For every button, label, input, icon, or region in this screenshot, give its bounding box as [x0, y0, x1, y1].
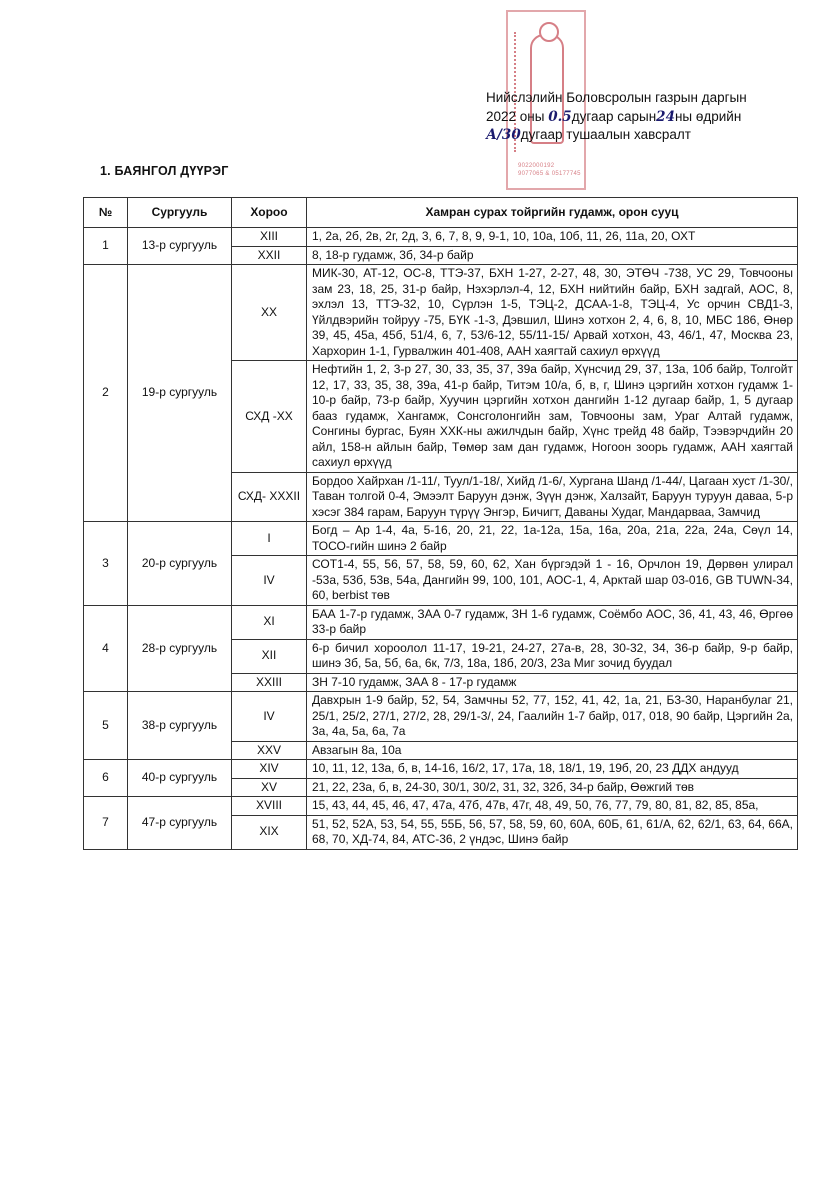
approval-line-3 [486, 126, 806, 145]
address-list: 21, 22, 23а, б, в, 24-30, 30/1, 30/2, 31, 32, 32б, 34-р байр, Өөжгий төв [307, 778, 798, 797]
table-row [84, 797, 798, 816]
school-number: 4 [84, 605, 128, 692]
khoroo: XI [232, 605, 307, 639]
stamp-number-2: 9077065 & 05177745 [518, 171, 581, 177]
khoroo: XII [232, 639, 307, 673]
school-district-table [83, 197, 798, 850]
table-row [84, 265, 798, 361]
school-name: 20-р сургууль [128, 522, 232, 606]
handwritten-month: 0.5 [548, 108, 572, 125]
khoroo: XXII [232, 246, 307, 265]
school-number: 6 [84, 760, 128, 797]
address-list: Авзагын 8а, 10а [307, 741, 798, 760]
address-list: 10, 11, 12, 13а, б, в, 14-16, 16/2, 17, 17а, 18, 18/1, 19, 19б, 20, 23 ДДХ андууд [307, 760, 798, 779]
approval-line-1: Нийслэлийн Боловсролын газрын даргын [486, 90, 747, 105]
khoroo: СХД- XXXII [232, 472, 307, 522]
district-heading: 1. БАЯНГОЛ ДҮҮРЭГ [100, 164, 229, 178]
table-row [84, 692, 798, 742]
khoroo: XX [232, 265, 307, 361]
header-school: Сургууль [128, 198, 232, 228]
school-name: 13-р сургууль [128, 228, 232, 265]
khoroo: XV [232, 778, 307, 797]
khoroo: XIII [232, 228, 307, 247]
khoroo: XIV [232, 760, 307, 779]
address-list: 6-р бичил хороолол 11-17, 19-21, 24-27, 27а-в, 28, 30-32, 34, 36-р байр, 9-р байр, шинэ 3б, 5а, 5б, 6а, 6к, 7/3, 18а, 18б, 20/3, 23а Миг зочид буудал [307, 639, 798, 673]
khoroo: IV [232, 692, 307, 742]
address-list: 51, 52, 52А, 53, 54, 55, 55Б, 56, 57, 58, 59, 60, 60А, 60Б, 61, 61/А, 62, 62/1, 63, 64, 66А, 68, 70, ХД-74, 84, АТС-36, 2 үндэс, Шинэ байр [307, 815, 798, 849]
table-header-row [84, 198, 798, 228]
address-list: 1, 2а, 2б, 2в, 2г, 2д, 3, 6, 7, 8, 9, 9-1, 10, 10а, 10б, 11, 26, 11а, 20, ОХТ [307, 228, 798, 247]
school-name: 28-р сургууль [128, 605, 232, 692]
approval-order-label: дугаар тушаалын хавсралт [520, 127, 691, 142]
khoroo: IV [232, 556, 307, 606]
address-list: БАА 1-7-р гудамж, ЗАА 0-7 гудамж, ЗН 1-6 гудамж, Соёмбо АОС, 36, 41, 43, 46, Өргөө 33-р байр [307, 605, 798, 639]
address-list: 15, 43, 44, 45, 46, 47, 47а, 47б, 47в, 47г, 48, 49, 50, 76, 77, 79, 80, 81, 82, 85, 85а, [307, 797, 798, 816]
school-name: 40-р сургууль [128, 760, 232, 797]
approval-month-label: дугаар сарын [571, 108, 657, 124]
table-row [84, 605, 798, 639]
khoroo: XXIII [232, 673, 307, 692]
table-row [84, 760, 798, 779]
khoroo: XVIII [232, 797, 307, 816]
address-list: 8, 18-р гудамж, 3б, 34-р байр [307, 246, 798, 265]
table-row [84, 228, 798, 247]
address-list: Давхрын 1-9 байр, 52, 54, Замчны 52, 77, 152, 41, 42, 1а, 21, Б3-30, Наранбулаг 21, 25/1, 25/2, 27/1, 27/2, 28, 29/1-3/, 24, Гаалийн 1-7 байр, 017, 018, 90 байр, Цэргийн 2а, 3а, 4а, 5а, 6а, 7а [307, 692, 798, 742]
address-list: МИК-30, АТ-12, ОС-8, ТТЭ-37, БХН 1-27, 2-27, 48, 30, ЭТӨЧ -738, УС 29, Товчооны зам 23, 18, 25, 31-р байр, Нэхэрлэл-4, 12, БХН нийтийн байр, БХН задгай, АОС, 8, эхлэл 13, ТТЭ-32, 10, Сүрлэн 1-5, ТЭЦ-2, ДСАА-1-8, ТЭЦ-4, Ус орчин СВД1-3, Үйлдвэрийн тойруу -75, БҮК -1-3, Дэвшил, Шинэ хотхон 2, 4, 6, 8, 10, МБС 186, Өнөр 39, 45, 45а, 45б, 51/4, 6, 7, 53/6-12, 55/11-15/ Арвай хотхон, 43, 46/1, 47, Москва 23, Хархорин 1-1, Гурвалжин 401-408, ААН хаягтай сахиул өрхүүд [307, 265, 798, 361]
khoroo: СХД -XX [232, 361, 307, 473]
school-name: 19-р сургууль [128, 265, 232, 522]
stamp-numbers [518, 162, 581, 178]
header-no: № [84, 198, 128, 228]
handwritten-order-number: А/30 [486, 127, 521, 143]
address-list: ЗН 7-10 гудамж, ЗАА 8 - 17-р гудамж [307, 673, 798, 692]
address-list: СОТ1-4, 55, 56, 57, 58, 59, 60, 62, Хан бүргэдэй 1 - 16, Орчлон 19, Дөрвөн улирал -53а, 53б, 53в, 54а, Дангийн 99, 100, 101, АОС-1, 4, Арктай шар 03-016, GB TUWN-34, 60, berbist төв [307, 556, 798, 606]
header-khoroo: Хороо [232, 198, 307, 228]
school-number: 2 [84, 265, 128, 522]
address-list: Богд – Ар 1-4, 4а, 5-16, 20, 21, 22, 1а-12а, 15а, 16а, 20а, 21а, 22а, 24а, Сөүл 14, ТОСО-гийн шинэ 2 байр [307, 522, 798, 556]
header-addresses: Хамран сурах тойргийн гудамж, орон сууц [307, 198, 798, 228]
khoroo: XIX [232, 815, 307, 849]
khoroo: I [232, 522, 307, 556]
address-list: Бордоо Хайрхан /1-11/, Туул/1-18/, Хийд /1-6/, Хургана Шанд /1-44/, Цагаан хуст /1-30/, Таван толгой 0-4, Эмээлт Баруун дэнж, Зүүн дэнж, Халзайт, Баруун туруун даваа, 5-р хэсэг 384 гарам, Баруун түрүү Энгэр, Бичигт, Даваны Худаг, Мандарваа, Замчид [307, 472, 798, 522]
approval-block [486, 89, 806, 145]
approval-day-label: ны өдрийн [674, 108, 742, 124]
school-number: 1 [84, 228, 128, 265]
handwritten-day: 24 [656, 108, 675, 125]
school-number: 7 [84, 797, 128, 850]
school-number: 5 [84, 692, 128, 760]
address-list: Нефтийн 1, 2, 3-р 27, 30, 33, 35, 37, 39а байр, Хүнсчид 29, 37, 13а, 10б байр, Толгойт 12, 17, 33, 35, 38, 39а, 41-р байр, Титэм 10/а, б, в, г, Шинэ цэргийн хотхон гудамж 1-10-р байр, 73-р байр, Хуучин цэргийн хотхон дангийн 1-12 дугаар байр, 1, 5 дугаар бааз гудамж, Хангамж, Сонсголонгийн зам, Товчооны зам, Ураг Алтай гудамж, Сонгины бургас, Буян ХХК-ны ажилчдын байр, Хүнс трейд 48 байр, Тээвэрчдийн 20 айл, 158-н айлын байр, Төмөр зам дан гудамж, Ногоон зоорь гудамж, ААН хаягтай сахиул өрхүүд [307, 361, 798, 473]
approval-line-2 [486, 108, 806, 127]
school-name: 47-р сургууль [128, 797, 232, 850]
table-row [84, 522, 798, 556]
khoroo: XXV [232, 741, 307, 760]
school-number: 3 [84, 522, 128, 606]
stamp-number-1: 9022000192 [518, 163, 555, 169]
school-name: 38-р сургууль [128, 692, 232, 760]
approval-year: 2022 оны [486, 108, 549, 124]
